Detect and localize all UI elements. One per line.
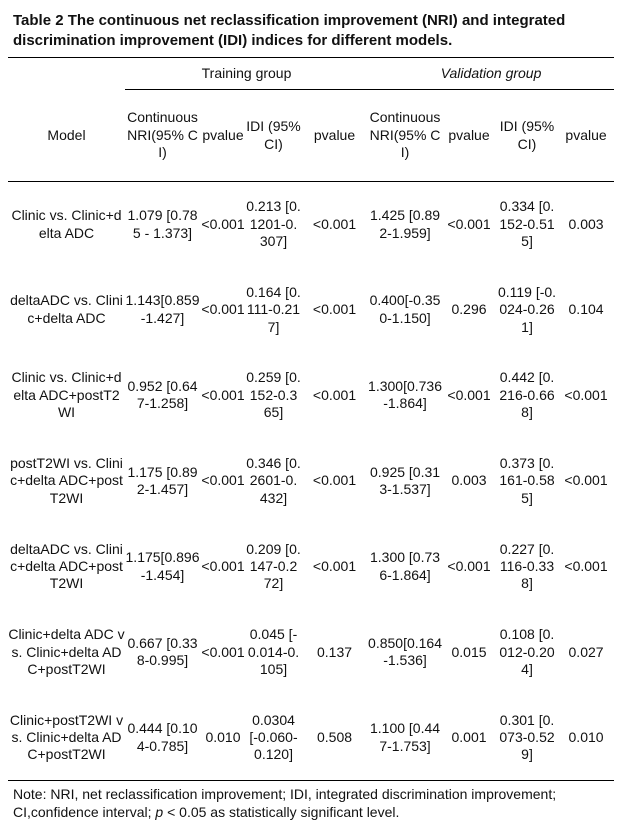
model-cell: Clinic+postT2WI vs. Clinic+delta ADC+postT2WI [9, 711, 124, 763]
footnote-p-symbol: p [155, 804, 164, 820]
training-idi-p-cell: <0.001 [312, 557, 357, 574]
training-idi-cell: 0.259 [0.152-0.365] [246, 369, 301, 421]
validation-idi-cell: 0.108 [0.012-0.204] [499, 626, 555, 677]
validation-idi-cell: 0.227 [0.116-0.338] [499, 540, 555, 592]
model-cell: deltaADC vs. Clinic+delta ADC [10, 292, 123, 326]
validation-nri-cell: 0.925 [0.313-1.537] [369, 463, 441, 498]
validation-nri-cell: 1.300[0.736-1.864] [368, 378, 442, 412]
header-model: Model [47, 126, 86, 143]
validation-idi-cell: 0.442 [0.216-0.668] [499, 369, 555, 421]
training-nri-cell: 1.175 [0.892-1.457] [127, 463, 198, 498]
table-row [8, 609, 614, 695]
training-nri-cell: 0.667 [0.338-0.995] [127, 634, 198, 669]
model-cell: deltaADC vs. Clinic+delta ADC+postT2WI [10, 540, 123, 592]
results-table [8, 57, 614, 781]
validation-idi-p-cell: <0.001 [564, 472, 608, 489]
training-nri-p-cell: <0.001 [201, 386, 245, 403]
training-nri-cell: 0.952 [0.647-1.258] [127, 378, 198, 412]
training-idi-p-cell: <0.001 [312, 215, 357, 232]
footnote-text: Note: NRI, net reclassification improvement; IDI, integrated discrimination improvement; CI,confidence interval; [13, 786, 557, 820]
validation-nri-cell: 0.400[-0.350-1.150] [369, 292, 441, 326]
table-footnote [13, 785, 608, 821]
header-validation-nri-p: pvalue [448, 126, 490, 143]
header-training-idi-p: pvalue [313, 126, 356, 143]
validation-idi-cell: 0.119 [-0.024-0.261] [497, 283, 557, 335]
training-idi-cell: 0.346 [0.2601-0.432] [246, 454, 301, 506]
training-nri-cell: 0.444 [0.104-0.785] [127, 720, 198, 754]
training-idi-p-cell: 0.508 [316, 728, 353, 745]
table-row [8, 182, 614, 268]
training-nri-p-cell: <0.001 [201, 301, 245, 318]
training-nri-p-cell: <0.001 [201, 472, 245, 489]
training-idi-cell: 0.0304 [-0.060-0.120] [249, 711, 298, 763]
validation-nri-p-cell: 0.001 [451, 728, 487, 745]
validation-nri-p-cell: 0.296 [451, 301, 487, 318]
validation-nri-p-cell: 0.015 [451, 643, 487, 660]
training-idi-p-cell: <0.001 [312, 301, 357, 318]
validation-nri-p-cell: <0.001 [447, 215, 491, 232]
training-nri-cell: 1.143[0.859-1.427] [125, 292, 200, 326]
validation-nri-cell: 0.850[0.164-1.536] [368, 634, 442, 669]
column-header-row [8, 90, 614, 182]
validation-idi-p-cell: 0.027 [568, 643, 604, 660]
training-idi-cell: 0.209 [0.147-0.272] [246, 540, 301, 592]
validation-nri-cell: 1.425 [0.892-1.959] [369, 207, 441, 241]
header-validation-idi-p: pvalue [565, 126, 607, 143]
validation-idi-p-cell: 0.003 [568, 215, 604, 232]
table-row [8, 267, 614, 353]
training-idi-p-cell: 0.137 [316, 643, 353, 660]
training-idi-cell: 0.213 [0.1201-0.307] [246, 198, 301, 250]
training-nri-p-cell: <0.001 [201, 557, 245, 574]
header-training-idi: IDI (95% CI) [246, 118, 301, 152]
validation-idi-cell: 0.301 [0.073-0.529] [499, 711, 555, 763]
validation-idi-p-cell: 0.010 [568, 728, 604, 745]
table-row [8, 353, 614, 439]
validation-idi-p-cell: 0.104 [568, 301, 604, 318]
validation-idi-cell: 0.373 [0.161-0.585] [499, 454, 555, 506]
validation-nri-cell: 1.100 [0.447-1.753] [369, 720, 441, 754]
model-cell: Clinic+delta ADC vs. Clinic+delta ADC+postT2WI [8, 626, 125, 677]
validation-nri-p-cell: <0.001 [447, 386, 491, 403]
table-row [8, 695, 614, 781]
header-training-nri-p: pvalue [202, 126, 244, 143]
training-nri-cell: 1.175[0.896-1.454] [125, 549, 200, 583]
table-row [8, 524, 614, 610]
training-nri-p-cell: <0.001 [201, 643, 245, 660]
validation-idi-p-cell: <0.001 [564, 557, 608, 574]
validation-idi-p-cell: <0.001 [564, 386, 608, 403]
validation-nri-p-cell: 0.003 [451, 472, 487, 489]
training-idi-cell: 0.164 [0.111-0.217] [246, 283, 301, 335]
header-validation-idi: IDI (95% CI) [499, 118, 555, 152]
table-title: Table 2 The continuous net reclassification improvement (NRI) and integrated discrimination improvement (IDI) indices for different models. [13, 12, 566, 49]
footnote-threshold-text: < 0.05 as statistically significant level. [163, 804, 400, 820]
training-nri-p-cell: 0.010 [205, 728, 241, 745]
header-validation-nri: Continuous NRI(95% CI) [369, 109, 441, 161]
validation-group-label: Validation group [368, 58, 614, 90]
training-idi-p-cell: <0.001 [312, 386, 357, 403]
validation-nri-cell: 1.300 [0.736-1.864] [369, 549, 441, 583]
training-group-label: Training group [125, 58, 368, 90]
model-cell: postT2WI vs. Clinic+delta ADC+postT2WI [10, 454, 123, 506]
training-idi-p-cell: <0.001 [312, 472, 357, 489]
validation-nri-p-cell: <0.001 [447, 557, 491, 574]
table-row [8, 438, 614, 524]
model-cell: Clinic vs. Clinic+delta ADC [11, 207, 122, 241]
model-cell: Clinic vs. Clinic+delta ADC+postT2WI [11, 369, 122, 421]
validation-idi-cell: 0.334 [0.152-0.515] [499, 198, 555, 250]
header-training-nri: Continuous NRI(95% CI) [127, 109, 198, 161]
training-idi-cell: 0.045 [-0.014-0.105] [247, 626, 300, 677]
training-nri-p-cell: <0.001 [201, 215, 245, 232]
training-nri-cell: 1.079 [0.785 - 1.373] [127, 207, 198, 241]
group-header-row [8, 58, 614, 90]
